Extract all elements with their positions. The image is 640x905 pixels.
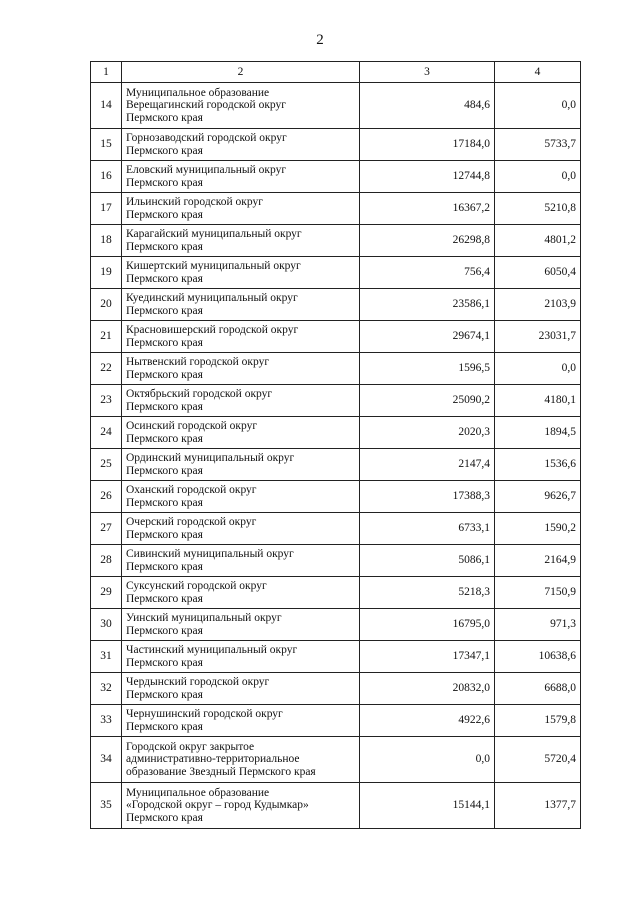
value-col-3: 16367,2	[360, 193, 495, 225]
municipality-name-line: Муниципальное образование	[126, 786, 270, 799]
municipality-name-line: Куединский муниципальный округ	[126, 292, 298, 304]
table-row	[91, 193, 581, 225]
value-col-4: 6050,4	[495, 257, 581, 289]
municipality-name-line: Пермского края	[126, 720, 203, 733]
value-col-3: 2147,4	[360, 449, 495, 481]
row-number: 35	[91, 783, 122, 829]
municipality-name-line: Пермского края	[126, 560, 203, 573]
table-row	[91, 513, 581, 545]
municipality-name	[122, 385, 360, 417]
municipality-name-line: Пермского края	[126, 811, 203, 824]
header-col-3: 3	[360, 62, 495, 83]
municipality-name	[122, 161, 360, 193]
value-col-4: 0,0	[495, 83, 581, 129]
municipality-name-line: Пермского края	[126, 304, 203, 317]
row-number: 18	[91, 225, 122, 257]
value-col-4: 23031,7	[495, 321, 581, 353]
table-row	[91, 609, 581, 641]
municipality-name	[122, 783, 360, 829]
municipality-name-line: Карагайский муниципальный округ	[126, 228, 302, 240]
municipality-name-line: Частинский муниципальный округ	[126, 644, 298, 656]
table-row	[91, 783, 581, 829]
municipality-name-line: Пермского края	[126, 624, 203, 637]
municipality-name	[122, 129, 360, 161]
value-col-4: 9626,7	[495, 481, 581, 513]
municipality-name-line: Уинский муниципальный округ	[126, 612, 282, 624]
page-number: 2	[316, 32, 324, 48]
row-number: 28	[91, 545, 122, 577]
value-col-4: 2103,9	[495, 289, 581, 321]
table-row	[91, 641, 581, 673]
table-row	[91, 545, 581, 577]
municipality-name	[122, 289, 360, 321]
header-col-2: 2	[122, 62, 360, 83]
row-number: 24	[91, 417, 122, 449]
value-col-4: 5733,7	[495, 129, 581, 161]
value-col-4: 2164,9	[495, 545, 581, 577]
row-number: 22	[91, 353, 122, 385]
value-col-4: 1377,7	[495, 783, 581, 829]
row-number: 30	[91, 609, 122, 641]
municipality-name-line: Пермского края	[126, 688, 203, 701]
table-row	[91, 129, 581, 161]
municipality-name	[122, 225, 360, 257]
value-col-3: 0,0	[360, 737, 495, 783]
municipality-name-line: Пермского края	[126, 656, 203, 669]
municipality-name-line: Пермского края	[126, 592, 203, 605]
municipalities-table	[90, 61, 581, 829]
table-row	[91, 385, 581, 417]
table-row	[91, 673, 581, 705]
municipality-name-line: Горнозаводский городской округ	[126, 132, 287, 144]
municipality-name-line: Пермского края	[126, 208, 203, 221]
municipality-name	[122, 577, 360, 609]
municipality-name-line: Пермского края	[126, 144, 203, 157]
municipality-name	[122, 705, 360, 737]
table-row	[91, 257, 581, 289]
municipality-name-line: Пермского края	[126, 368, 203, 381]
municipality-name-line: Очерский городской округ	[126, 516, 257, 528]
municipality-name-line: Оханский городской округ	[126, 484, 257, 496]
table-row	[91, 737, 581, 783]
municipality-name	[122, 353, 360, 385]
value-col-4: 1579,8	[495, 705, 581, 737]
municipality-name-line: Пермского края	[126, 176, 203, 189]
municipality-name	[122, 513, 360, 545]
municipality-name	[122, 417, 360, 449]
municipality-name-line: Красновишерский городской округ	[126, 324, 299, 336]
municipality-name-line: Суксунский городской округ	[126, 580, 267, 592]
municipality-name-line: образование Звездный Пермского края	[126, 765, 316, 778]
table-row	[91, 417, 581, 449]
table-row	[91, 83, 581, 129]
value-col-3: 17184,0	[360, 129, 495, 161]
value-col-3: 26298,8	[360, 225, 495, 257]
municipality-name-line: Верещагинский городской округ	[126, 99, 286, 112]
row-number: 15	[91, 129, 122, 161]
municipality-name-line: Пермского края	[126, 464, 203, 477]
row-number: 27	[91, 513, 122, 545]
value-col-3: 23586,1	[360, 289, 495, 321]
value-col-3: 4922,6	[360, 705, 495, 737]
row-number: 26	[91, 481, 122, 513]
value-col-3: 15144,1	[360, 783, 495, 829]
municipality-name-line: Октябрьский городской округ	[126, 388, 273, 400]
row-number: 19	[91, 257, 122, 289]
municipality-name-line: Пермского края	[126, 432, 203, 445]
value-col-4: 5210,8	[495, 193, 581, 225]
municipality-name-line: Нытвенский городской округ	[126, 356, 270, 368]
value-col-4: 1536,6	[495, 449, 581, 481]
value-col-3: 29674,1	[360, 321, 495, 353]
value-col-3: 12744,8	[360, 161, 495, 193]
municipality-name-line: «Городской округ – город Кудымкар»	[126, 799, 309, 812]
municipality-name	[122, 193, 360, 225]
value-col-3: 756,4	[360, 257, 495, 289]
table-row	[91, 225, 581, 257]
municipality-name	[122, 545, 360, 577]
table-row	[91, 481, 581, 513]
row-number: 32	[91, 673, 122, 705]
municipality-name-line: Еловский муниципальный округ	[126, 164, 287, 176]
value-col-4: 4180,1	[495, 385, 581, 417]
value-col-3: 5086,1	[360, 545, 495, 577]
value-col-4: 6688,0	[495, 673, 581, 705]
municipality-name	[122, 481, 360, 513]
municipality-name	[122, 673, 360, 705]
value-col-4: 10638,6	[495, 641, 581, 673]
municipality-name-line: Чернушинский городской округ	[126, 708, 283, 720]
value-col-3: 1596,5	[360, 353, 495, 385]
row-number: 23	[91, 385, 122, 417]
municipality-name	[122, 641, 360, 673]
table-row	[91, 289, 581, 321]
row-number: 25	[91, 449, 122, 481]
row-number: 34	[91, 737, 122, 783]
row-number: 31	[91, 641, 122, 673]
table-row	[91, 353, 581, 385]
value-col-4: 4801,2	[495, 225, 581, 257]
value-col-3: 16795,0	[360, 609, 495, 641]
value-col-4: 5720,4	[495, 737, 581, 783]
municipality-name	[122, 321, 360, 353]
value-col-3: 5218,3	[360, 577, 495, 609]
row-number: 29	[91, 577, 122, 609]
value-col-3: 25090,2	[360, 385, 495, 417]
municipality-name-line: Городской округ закрытое	[126, 740, 255, 753]
row-number: 20	[91, 289, 122, 321]
value-col-4: 971,3	[495, 609, 581, 641]
value-col-3: 484,6	[360, 83, 495, 129]
municipality-name-line: Пермского края	[126, 400, 203, 413]
header-col-4: 4	[495, 62, 581, 83]
municipality-name-line: Пермского края	[126, 272, 203, 285]
value-col-3: 17347,1	[360, 641, 495, 673]
municipality-name-line: Чердынский городской округ	[126, 676, 270, 688]
row-number: 21	[91, 321, 122, 353]
row-number: 14	[91, 83, 122, 129]
table-row	[91, 449, 581, 481]
municipality-name-line: Кишертский муниципальный округ	[126, 260, 301, 272]
row-number: 16	[91, 161, 122, 193]
municipality-name	[122, 737, 360, 783]
municipality-name	[122, 449, 360, 481]
municipality-name-line: Пермского края	[126, 528, 203, 541]
municipality-name	[122, 83, 360, 129]
municipality-name-line: Сивинский муниципальный округ	[126, 548, 294, 560]
value-col-3: 20832,0	[360, 673, 495, 705]
table-row	[91, 705, 581, 737]
value-col-4: 0,0	[495, 161, 581, 193]
municipality-name	[122, 609, 360, 641]
municipality-name-line: Муниципальное образование	[126, 86, 270, 99]
row-number: 17	[91, 193, 122, 225]
header-col-1: 1	[91, 62, 122, 83]
value-col-3: 2020,3	[360, 417, 495, 449]
municipality-name	[122, 257, 360, 289]
municipality-name-line: Ильинский городской округ	[126, 196, 263, 208]
municipality-name-line: Пермского края	[126, 111, 203, 124]
municipality-name-line: Пермского края	[126, 240, 203, 253]
value-col-4: 7150,9	[495, 577, 581, 609]
table-row	[91, 577, 581, 609]
municipality-name-line: административно-территориальное	[126, 753, 300, 766]
value-col-3: 17388,3	[360, 481, 495, 513]
municipality-name-line: Ординский муниципальный округ	[126, 452, 295, 464]
value-col-4: 1894,5	[495, 417, 581, 449]
row-number: 33	[91, 705, 122, 737]
municipality-name-line: Пермского края	[126, 496, 203, 509]
value-col-3: 6733,1	[360, 513, 495, 545]
table-header-row	[91, 62, 581, 83]
value-col-4: 1590,2	[495, 513, 581, 545]
table-row	[91, 321, 581, 353]
table-row	[91, 161, 581, 193]
municipality-name-line: Пермского края	[126, 336, 203, 349]
municipality-name-line: Осинский городской округ	[126, 420, 258, 432]
value-col-4: 0,0	[495, 353, 581, 385]
